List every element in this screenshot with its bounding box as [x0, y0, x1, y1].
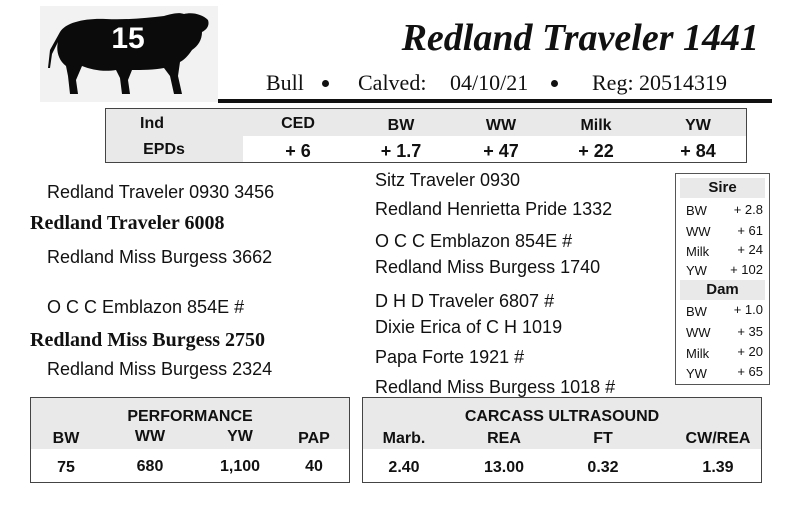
perf-col-pap: PAP — [298, 430, 330, 447]
sex: Bull — [266, 70, 304, 95]
perf-col-bw: BW — [52, 430, 80, 447]
epd-val-yw: + 84 — [680, 141, 716, 161]
sire-sire-dam: Redland Henrietta Pride 1332 — [375, 199, 613, 219]
carcass-val-marb: 2.40 — [388, 459, 420, 476]
sire-epd-title: Sire — [680, 178, 765, 198]
carcass-val-rea: 13.00 — [483, 459, 525, 476]
carcass-col-marb: Marb. — [382, 430, 426, 447]
ind-label: Ind — [140, 115, 164, 132]
bull-silhouette-badge — [40, 6, 218, 102]
sire-epd-value: + 2.8 — [733, 202, 763, 217]
carcass-table — [362, 397, 762, 483]
animal-name: Redland Traveler 1441 — [401, 17, 759, 59]
dam-epd-label: YW — [686, 366, 707, 381]
header-rule — [218, 99, 772, 103]
dam-dam: Redland Miss Burgess 2324 — [47, 359, 273, 379]
sire-epd-value: + 61 — [737, 223, 763, 238]
epd-col-ced: CED — [281, 115, 315, 132]
sire-epd-label: BW — [686, 203, 707, 218]
perf-val-yw: 1,100 — [219, 458, 261, 475]
dam-epd-value: + 65 — [737, 364, 763, 379]
epd-table — [105, 108, 747, 163]
carcass-col-cwrea: CW/REA — [685, 430, 751, 447]
sire-epd-label: Milk — [686, 244, 710, 259]
dam-sire-dam: Dixie Erica of C H 1019 — [375, 317, 563, 337]
sire-epd-value: + 24 — [737, 242, 763, 257]
performance-table — [30, 397, 350, 483]
dam-epd-label: BW — [686, 304, 707, 319]
carcass-col-rea: REA — [487, 430, 521, 447]
carcass-val-cwrea: 1.39 — [702, 459, 734, 476]
perf-val-bw: 75 — [57, 459, 75, 476]
perf-col-yw: YW — [227, 428, 253, 445]
epd-col-ww: WW — [485, 117, 517, 134]
parent-epd-box — [675, 173, 770, 385]
epd-val-milk: + 22 — [578, 141, 614, 161]
epds-label: EPDs — [143, 141, 185, 158]
sire: Redland Traveler 6008 — [30, 212, 225, 234]
epd-col-yw: YW — [685, 117, 711, 134]
sire-epd-label: WW — [686, 224, 711, 239]
epd-val-ced: + 6 — [285, 141, 311, 161]
perf-val-pap: 40 — [305, 458, 323, 475]
dam: Redland Miss Burgess 2750 — [30, 329, 266, 351]
epd-col-bw: BW — [387, 117, 415, 134]
sire-sire: Redland Traveler 0930 3456 — [47, 182, 275, 202]
epd-col-milk: Milk — [580, 117, 612, 134]
dam-epd-title: Dam — [680, 280, 765, 300]
dam-sire-sire: D H D Traveler 6807 # — [375, 291, 555, 311]
bullet-dot — [551, 80, 558, 87]
dam-dam-sire: Papa Forte 1921 # — [375, 347, 525, 367]
epd-val-bw: + 1.7 — [380, 141, 422, 161]
sire-sire-sire: Sitz Traveler 0930 — [375, 170, 521, 190]
sire-dam-dam: Redland Miss Burgess 1740 — [375, 257, 601, 277]
dam-epd-label: WW — [686, 325, 711, 340]
calved-date: 04/10/21 — [450, 70, 529, 95]
dam-epd-value: + 20 — [737, 344, 763, 359]
carcass-title: CARCASS ULTRASOUND — [464, 408, 660, 425]
dam-dam-dam: Redland Miss Burgess 1018 # — [375, 377, 616, 397]
bullet-dot — [322, 80, 329, 87]
registration-number: Reg: 20514319 — [592, 70, 728, 95]
sire-dam: Redland Miss Burgess 3662 — [47, 247, 273, 267]
performance-title: PERFORMANCE — [127, 408, 253, 425]
epd-val-ww: + 47 — [483, 141, 519, 161]
perf-val-ww: 680 — [136, 458, 164, 475]
calved-label: Calved: — [358, 70, 427, 95]
lot-number: 15 — [111, 22, 145, 55]
sire-dam-sire: O C C Emblazon 854E # — [375, 231, 573, 251]
carcass-val-ft: 0.32 — [587, 459, 619, 476]
dam-sire: O C C Emblazon 854E # — [47, 297, 245, 317]
dam-epd-label: Milk — [686, 346, 710, 361]
sire-epd-value: + 102 — [730, 262, 763, 277]
sire-epd-label: YW — [686, 263, 707, 278]
carcass-col-ft: FT — [593, 430, 613, 447]
dam-epd-value: + 35 — [737, 324, 763, 339]
perf-col-ww: WW — [134, 428, 166, 445]
dam-epd-value: + 1.0 — [733, 302, 763, 317]
